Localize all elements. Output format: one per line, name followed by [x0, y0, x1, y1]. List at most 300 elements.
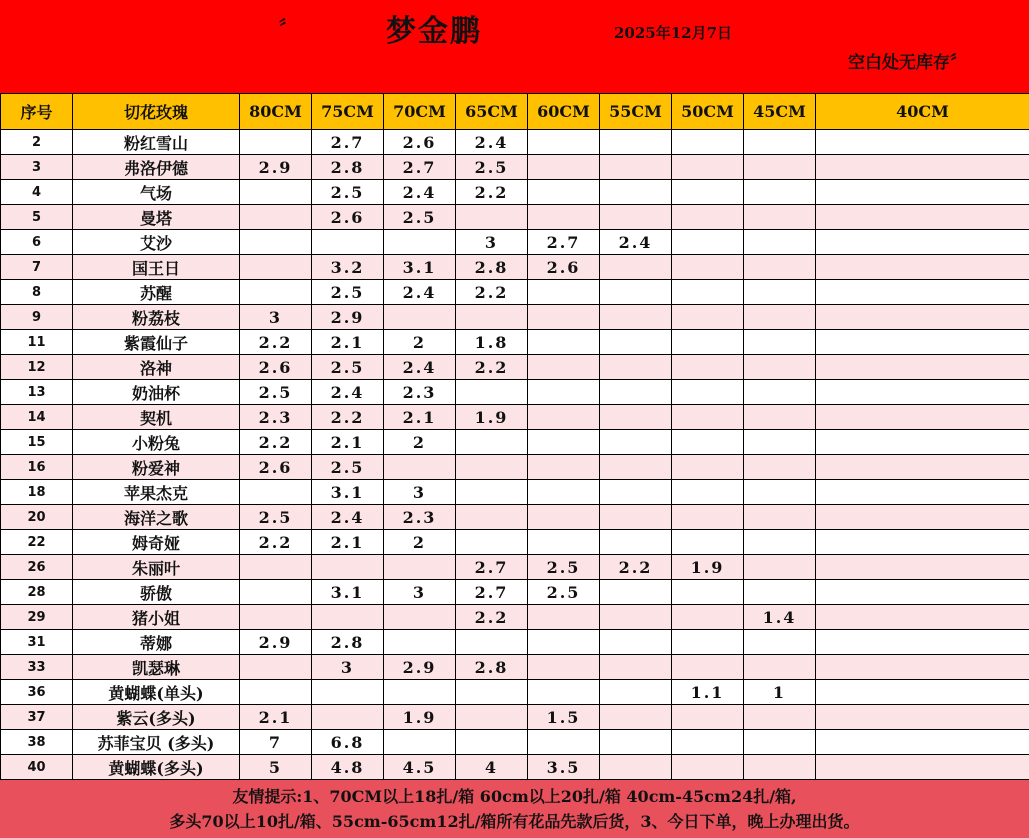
- row-flower-name: 契机: [73, 405, 240, 430]
- price-cell: 1.8: [456, 330, 528, 355]
- price-cell: [672, 255, 744, 280]
- price-cell: 2.1: [312, 330, 384, 355]
- price-cell: [672, 155, 744, 180]
- price-cell: [240, 480, 312, 505]
- price-cell: [456, 380, 528, 405]
- price-cell: [528, 455, 600, 480]
- price-cell: [744, 405, 816, 430]
- price-cell: [672, 655, 744, 680]
- price-cell: 2.1: [312, 430, 384, 455]
- price-cell: 2.5: [528, 555, 600, 580]
- row-seq: 37: [1, 705, 73, 730]
- price-cell: [600, 705, 672, 730]
- price-cell: [672, 380, 744, 405]
- price-cell: [528, 430, 600, 455]
- row-flower-name: 猪小姐: [73, 605, 240, 630]
- price-cell: 2.6: [528, 255, 600, 280]
- price-cell: [528, 405, 600, 430]
- price-cell: [456, 630, 528, 655]
- row-flower-name: 国王日: [73, 255, 240, 280]
- row-flower-name: 紫云(多头): [73, 705, 240, 730]
- price-cell: [456, 480, 528, 505]
- price-cell: [816, 230, 1029, 255]
- price-cell: [672, 580, 744, 605]
- price-cell: [240, 280, 312, 305]
- row-flower-name: 气场: [73, 180, 240, 205]
- price-cell: 2.6: [240, 455, 312, 480]
- price-cell: [240, 130, 312, 155]
- price-cell: 2.4: [384, 355, 456, 380]
- price-cell: 2.6: [312, 205, 384, 230]
- row-flower-name: 洛神: [73, 355, 240, 380]
- price-cell: [672, 530, 744, 555]
- row-flower-name: 黄蝴蝶(多头): [73, 755, 240, 780]
- table-row: [1, 230, 1029, 255]
- price-cell: 2.7: [456, 580, 528, 605]
- price-cell: [600, 505, 672, 530]
- price-cell: 2.2: [240, 330, 312, 355]
- header-row: [1, 94, 1029, 130]
- row-flower-name: 奶油杯: [73, 380, 240, 405]
- row-seq: 28: [1, 580, 73, 605]
- price-cell: [816, 580, 1029, 605]
- table-row: [1, 755, 1029, 780]
- col-header-60cm: 60CM: [528, 94, 600, 130]
- price-cell: [672, 630, 744, 655]
- price-cell: [240, 205, 312, 230]
- header-mark: 〞: [279, 18, 297, 39]
- price-cell: [816, 505, 1029, 530]
- price-cell: 2.5: [312, 280, 384, 305]
- table-row: [1, 380, 1029, 405]
- price-cell: [528, 305, 600, 330]
- price-cell: [528, 280, 600, 305]
- price-cell: [528, 530, 600, 555]
- price-cell: [456, 430, 528, 455]
- col-header-65cm: 65CM: [456, 94, 528, 130]
- price-cell: 4.8: [312, 755, 384, 780]
- price-cell: 3.1: [384, 255, 456, 280]
- price-cell: [528, 330, 600, 355]
- price-cell: [456, 730, 528, 755]
- price-cell: 2.4: [600, 230, 672, 255]
- price-cell: 1.4: [744, 605, 816, 630]
- price-cell: 3.1: [312, 480, 384, 505]
- price-cell: [600, 455, 672, 480]
- price-cell: [240, 655, 312, 680]
- footer-line-2: 多头70以上10扎/箱、55cm-65cm12扎/箱所有花品先款后货，3、今日下单，晚上办理出货。: [169, 812, 860, 831]
- row-flower-name: 弗洛伊德: [73, 155, 240, 180]
- price-cell: [528, 180, 600, 205]
- price-cell: [384, 455, 456, 480]
- price-cell: 5: [240, 755, 312, 780]
- price-cell: [816, 630, 1029, 655]
- price-cell: [672, 405, 744, 430]
- price-cell: [600, 630, 672, 655]
- price-cell: [312, 680, 384, 705]
- price-cell: 2.5: [456, 155, 528, 180]
- table-row: [1, 355, 1029, 380]
- row-seq: 4: [1, 180, 73, 205]
- price-cell: [456, 680, 528, 705]
- price-cell: 4.5: [384, 755, 456, 780]
- price-cell: [816, 155, 1029, 180]
- row-seq: 33: [1, 655, 73, 680]
- price-cell: 2.1: [384, 405, 456, 430]
- price-cell: [528, 730, 600, 755]
- price-cell: [600, 480, 672, 505]
- col-header-seq: 序号: [1, 94, 73, 130]
- price-cell: 3: [384, 480, 456, 505]
- stock-note: 空白处无库存〞: [848, 53, 967, 73]
- table-row: [1, 430, 1029, 455]
- price-cell: [816, 755, 1029, 780]
- price-cell: [816, 280, 1029, 305]
- price-cell: [744, 630, 816, 655]
- price-cell: [816, 405, 1029, 430]
- price-cell: 2: [384, 430, 456, 455]
- row-flower-name: 苹果杰克: [73, 480, 240, 505]
- price-cell: [240, 180, 312, 205]
- row-seq: 5: [1, 205, 73, 230]
- price-cell: 2.2: [456, 355, 528, 380]
- row-seq: 8: [1, 280, 73, 305]
- price-cell: 2.5: [240, 505, 312, 530]
- price-cell: 2.8: [456, 655, 528, 680]
- price-cell: 2.2: [456, 280, 528, 305]
- price-cell: [600, 280, 672, 305]
- price-cell: [600, 305, 672, 330]
- price-cell: [744, 355, 816, 380]
- price-cell: 3: [456, 230, 528, 255]
- price-cell: [816, 605, 1029, 630]
- table-row: [1, 705, 1029, 730]
- price-cell: [600, 755, 672, 780]
- price-cell: 2.5: [240, 380, 312, 405]
- price-cell: 2.5: [312, 355, 384, 380]
- price-cell: [456, 505, 528, 530]
- price-cell: 2.2: [456, 180, 528, 205]
- price-cell: 2.4: [384, 280, 456, 305]
- price-cell: [744, 305, 816, 330]
- price-cell: [600, 330, 672, 355]
- price-cell: [744, 730, 816, 755]
- row-flower-name: 粉荔枝: [73, 305, 240, 330]
- price-cell: [600, 205, 672, 230]
- price-cell: [384, 305, 456, 330]
- price-cell: [600, 255, 672, 280]
- row-flower-name: 海洋之歌: [73, 505, 240, 530]
- price-cell: [744, 705, 816, 730]
- row-seq: 26: [1, 555, 73, 580]
- row-seq: 18: [1, 480, 73, 505]
- row-seq: 2: [1, 130, 73, 155]
- price-cell: [600, 180, 672, 205]
- date-label: 2025年12月7日: [614, 24, 733, 42]
- price-cell: 2.7: [456, 555, 528, 580]
- price-cell: [600, 405, 672, 430]
- row-flower-name: 曼塔: [73, 205, 240, 230]
- price-cell: [816, 530, 1029, 555]
- price-cell: [600, 155, 672, 180]
- price-cell: 1.9: [672, 555, 744, 580]
- price-cell: [312, 605, 384, 630]
- table-row: [1, 330, 1029, 355]
- price-cell: [672, 480, 744, 505]
- row-flower-name: 姆奇娅: [73, 530, 240, 555]
- table-row: [1, 255, 1029, 280]
- price-cell: 2.8: [312, 155, 384, 180]
- row-seq: 11: [1, 330, 73, 355]
- price-cell: 3.5: [528, 755, 600, 780]
- price-cell: [600, 380, 672, 405]
- price-cell: 1.9: [456, 405, 528, 430]
- price-cell: [240, 680, 312, 705]
- table-row: [1, 730, 1029, 755]
- price-cell: 2.2: [600, 555, 672, 580]
- col-header-55cm: 55CM: [600, 94, 672, 130]
- price-cell: [456, 455, 528, 480]
- table-row: [1, 680, 1029, 705]
- price-cell: [672, 180, 744, 205]
- row-flower-name: 小粉兔: [73, 430, 240, 455]
- price-cell: 2.6: [384, 130, 456, 155]
- price-cell: [528, 680, 600, 705]
- footer-notice: [0, 780, 1029, 838]
- row-flower-name: 粉爱神: [73, 455, 240, 480]
- price-cell: [384, 230, 456, 255]
- price-cell: 2.8: [312, 630, 384, 655]
- row-seq: 22: [1, 530, 73, 555]
- price-cell: 6.8: [312, 730, 384, 755]
- price-cell: [816, 730, 1029, 755]
- price-cell: 2.5: [384, 205, 456, 230]
- price-cell: [312, 555, 384, 580]
- price-cell: [528, 480, 600, 505]
- price-cell: [600, 355, 672, 380]
- price-cell: [744, 255, 816, 280]
- price-cell: [816, 380, 1029, 405]
- col-header-50cm: 50CM: [672, 94, 744, 130]
- price-cell: [672, 730, 744, 755]
- col-header-80cm: 80CM: [240, 94, 312, 130]
- price-cell: [816, 555, 1029, 580]
- page-title: 梦金鹏: [386, 14, 482, 49]
- table-row: [1, 480, 1029, 505]
- price-cell: [744, 530, 816, 555]
- price-cell: [528, 355, 600, 380]
- table-row: [1, 630, 1029, 655]
- price-cell: [744, 130, 816, 155]
- price-cell: [816, 655, 1029, 680]
- price-cell: [528, 655, 600, 680]
- price-cell: 1.5: [528, 705, 600, 730]
- price-cell: 4: [456, 755, 528, 780]
- row-flower-name: 苏醒: [73, 280, 240, 305]
- row-seq: 15: [1, 430, 73, 455]
- price-cell: [744, 380, 816, 405]
- price-cell: [672, 280, 744, 305]
- price-cell: [312, 705, 384, 730]
- price-cell: 2.5: [312, 180, 384, 205]
- price-cell: [816, 305, 1029, 330]
- table-row: [1, 555, 1029, 580]
- price-cell: [240, 555, 312, 580]
- price-cell: [744, 505, 816, 530]
- price-cell: [672, 230, 744, 255]
- price-cell: [744, 330, 816, 355]
- price-cell: 2.2: [312, 405, 384, 430]
- price-cell: 2.5: [528, 580, 600, 605]
- row-seq: 36: [1, 680, 73, 705]
- price-cell: 2.3: [240, 405, 312, 430]
- table-row: [1, 530, 1029, 555]
- row-seq: 6: [1, 230, 73, 255]
- price-cell: [240, 230, 312, 255]
- price-cell: [672, 755, 744, 780]
- price-cell: [816, 680, 1029, 705]
- price-cell: [672, 355, 744, 380]
- price-cell: [816, 480, 1029, 505]
- price-cell: 2.1: [240, 705, 312, 730]
- row-flower-name: 朱丽叶: [73, 555, 240, 580]
- price-cell: 2.9: [312, 305, 384, 330]
- table-row: [1, 205, 1029, 230]
- row-seq: 12: [1, 355, 73, 380]
- col-header-45cm: 45CM: [744, 94, 816, 130]
- col-header-70cm: 70CM: [384, 94, 456, 130]
- row-seq: 40: [1, 755, 73, 780]
- price-cell: [528, 155, 600, 180]
- price-cell: [744, 280, 816, 305]
- price-cell: 2.4: [312, 380, 384, 405]
- table-row: [1, 505, 1029, 530]
- table-row: [1, 280, 1029, 305]
- price-cell: [600, 130, 672, 155]
- price-cell: 2: [384, 330, 456, 355]
- price-cell: [672, 205, 744, 230]
- price-cell: [672, 705, 744, 730]
- table-body: [1, 130, 1029, 780]
- price-cell: [816, 455, 1029, 480]
- price-cell: 2: [384, 530, 456, 555]
- price-cell: [600, 730, 672, 755]
- price-cell: 2.3: [384, 505, 456, 530]
- row-flower-name: 黄蝴蝶(单头): [73, 680, 240, 705]
- price-cell: [744, 205, 816, 230]
- price-cell: 2.6: [240, 355, 312, 380]
- price-cell: 2.1: [312, 530, 384, 555]
- price-cell: 3: [312, 655, 384, 680]
- price-cell: [528, 505, 600, 530]
- table-row: [1, 455, 1029, 480]
- price-cell: [744, 580, 816, 605]
- price-cell: [816, 255, 1029, 280]
- row-seq: 29: [1, 605, 73, 630]
- price-cell: [456, 705, 528, 730]
- row-seq: 7: [1, 255, 73, 280]
- price-cell: [672, 505, 744, 530]
- price-cell: [600, 655, 672, 680]
- price-cell: [816, 430, 1029, 455]
- price-cell: [816, 330, 1029, 355]
- price-cell: [744, 480, 816, 505]
- row-seq: 16: [1, 455, 73, 480]
- footer-line-1: 友情提示:1、70CM以上18扎/箱 60cm以上20扎/箱 40cm-45cm24扎/箱,: [232, 787, 797, 806]
- price-cell: [240, 580, 312, 605]
- price-cell: [816, 180, 1029, 205]
- price-cell: 2.8: [456, 255, 528, 280]
- price-cell: [600, 530, 672, 555]
- price-cell: [384, 630, 456, 655]
- price-cell: [816, 355, 1029, 380]
- price-cell: [744, 655, 816, 680]
- price-cell: 2.2: [456, 605, 528, 630]
- price-cell: 2.2: [240, 430, 312, 455]
- price-cell: [240, 605, 312, 630]
- row-seq: 31: [1, 630, 73, 655]
- price-cell: [600, 430, 672, 455]
- row-seq: 14: [1, 405, 73, 430]
- price-cell: [744, 455, 816, 480]
- price-cell: [312, 230, 384, 255]
- col-header-75cm: 75CM: [312, 94, 384, 130]
- table-row: [1, 305, 1029, 330]
- row-flower-name: 紫霞仙子: [73, 330, 240, 355]
- table-row: [1, 130, 1029, 155]
- price-cell: 1.1: [672, 680, 744, 705]
- price-cell: 2.9: [240, 630, 312, 655]
- price-cell: [528, 205, 600, 230]
- row-flower-name: 苏菲宝贝 (多头): [73, 730, 240, 755]
- price-cell: [816, 205, 1029, 230]
- price-cell: [816, 130, 1029, 155]
- price-cell: [672, 430, 744, 455]
- price-cell: [384, 605, 456, 630]
- row-flower-name: 骄傲: [73, 580, 240, 605]
- price-cell: 2.7: [312, 130, 384, 155]
- price-cell: 2.7: [528, 230, 600, 255]
- price-cell: 2.3: [384, 380, 456, 405]
- header-banner: [0, 0, 1029, 93]
- price-cell: [528, 630, 600, 655]
- table-row: [1, 605, 1029, 630]
- price-cell: 3: [384, 580, 456, 605]
- price-cell: 2.7: [384, 155, 456, 180]
- price-cell: [456, 305, 528, 330]
- price-cell: [672, 305, 744, 330]
- price-cell: [456, 205, 528, 230]
- price-cell: 2.9: [384, 655, 456, 680]
- price-cell: [384, 730, 456, 755]
- price-cell: 1: [744, 680, 816, 705]
- price-cell: 2.4: [456, 130, 528, 155]
- price-cell: 2.5: [312, 455, 384, 480]
- row-flower-name: 凯瑟琳: [73, 655, 240, 680]
- price-cell: [744, 430, 816, 455]
- table-row: [1, 405, 1029, 430]
- price-cell: 7: [240, 730, 312, 755]
- price-cell: [456, 530, 528, 555]
- price-cell: [744, 180, 816, 205]
- price-cell: [600, 580, 672, 605]
- row-seq: 20: [1, 505, 73, 530]
- price-cell: [672, 330, 744, 355]
- price-cell: [600, 605, 672, 630]
- row-flower-name: 蒂娜: [73, 630, 240, 655]
- row-seq: 3: [1, 155, 73, 180]
- price-cell: 2.2: [240, 530, 312, 555]
